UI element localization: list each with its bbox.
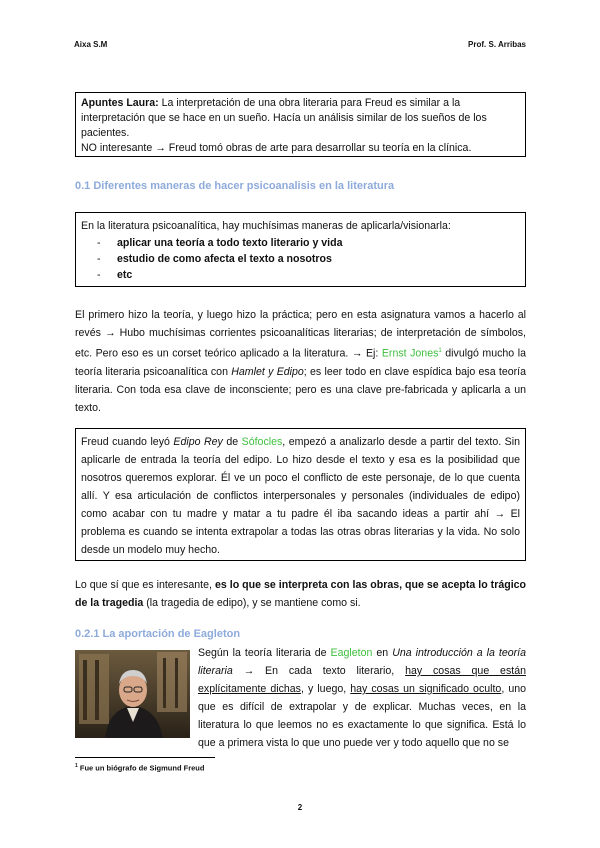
note-text: La interpretación de una obra literaria para Freud es similar a la interpretación que se hace en un sueño. Hacía un análisis similar de los sueños de los pacientes. bbox=[81, 97, 487, 139]
section-heading-0-2-1: 0.2.1 La aportación de Eagleton bbox=[75, 628, 241, 640]
eagleton-photo bbox=[75, 650, 190, 738]
link-sofocles[interactable]: Sófocles bbox=[241, 436, 283, 448]
link-eagleton[interactable]: Eagleton bbox=[330, 647, 373, 659]
methods-intro: En la literatura psicoanalítica, hay muchísimas maneras de aplicarla/visionarla: bbox=[81, 220, 451, 232]
footnote-divider bbox=[75, 757, 215, 758]
list-item: - aplicar una teoría a todo texto literario y vida bbox=[97, 237, 343, 249]
note-box bbox=[75, 92, 526, 157]
methods-box bbox=[75, 212, 526, 287]
paragraph-theory: El primero hizo la teoría, y luego hizo la práctica; pero en esta asignatura vamos a hacerlo al revés → Hubo muchísimas corrientes psicoanalíticas literarias; de interpretación de símbolos, etc. Pero eso es un corset teórico aplicado a la literatura. → Ej: Ernst Jones$^1$ divulgó mucho la teoría literaria psicoanalítica con Hamlet y Edipo; es leer todo en clave espídica bajo esa teoría literaria. Con toda esa clave de inconsciente; pero es una clave pre-fabricada y aplicarla a un texto. bbox=[75, 309, 526, 414]
methods-list bbox=[81, 235, 520, 283]
footnote-ref[interactable]: 1 bbox=[438, 348, 442, 354]
page-number: 2 bbox=[297, 803, 303, 812]
freud-box: Freud cuando leyó Edipo Rey de Sófocles, empezó a analizarlo desde a partir del texto. Sin aplicarle de entrada la teoría del edipo. Lo hizo desde el texto y esa es la posibilidad que nosotros queremos explorar. Él ve un poco el conflicto de este personaje, de lo que cuenta allí. Y esa articulación de conflictos interpersonales y personales (individuales de edipo) como acabar con tu madre y matar a tu padre él iba sacando ideas a partir ahí → El problema es cuando se intenta extrapolar a todas las otras obras literarias y la vida. No solo desde un modelo muy hecho. bbox=[75, 428, 526, 561]
paragraph-interesting: Lo que sí que es interesante, es lo que se interpreta con las obras, que se acepta lo trágico de la tragedia (la tragedia de edipo), y se mantiene como si. bbox=[75, 579, 526, 609]
note-label: Apuntes Laura: bbox=[81, 97, 159, 109]
header-author: Aixa S.M bbox=[74, 40, 108, 49]
footnote: $^1$ Fue un biógrafo de Sigmund Freud bbox=[75, 763, 205, 773]
list-item: - estudio de como afecta el texto a nosotros bbox=[97, 253, 332, 265]
paragraph-eagleton: Según la teoría literaria de Eagleton en Una introducción a la teoría literaria → En cada texto literario, hay cosas que están explícitamente dichas, y luego, hay cosas un significado oculto, uno que es difícil de extrapolar y de explicar. Muchas veces, en la literatura lo que leemos no es exactamente lo que significa. Está lo que a primera vista lo que uno puede ver y todo aquello que no se bbox=[198, 647, 527, 749]
work-title: Hamlet y Edipo bbox=[231, 365, 304, 378]
section-heading-0-1: 0.1 Diferentes maneras de hacer psicoanalisis en la literatura bbox=[75, 180, 395, 192]
link-ernst-jones[interactable]: Ernst Jones bbox=[381, 347, 439, 360]
note-line2: NO interesante → Freud tomó obras de arte para desarrollar su teoría en la clínica. bbox=[81, 142, 472, 154]
work-title: Edipo Rey bbox=[173, 436, 223, 448]
header-professor: Prof. S. Arribas bbox=[468, 40, 526, 49]
book-title: Una introducción a la teoría literaria bbox=[198, 647, 527, 677]
list-item: - etc bbox=[97, 269, 133, 281]
